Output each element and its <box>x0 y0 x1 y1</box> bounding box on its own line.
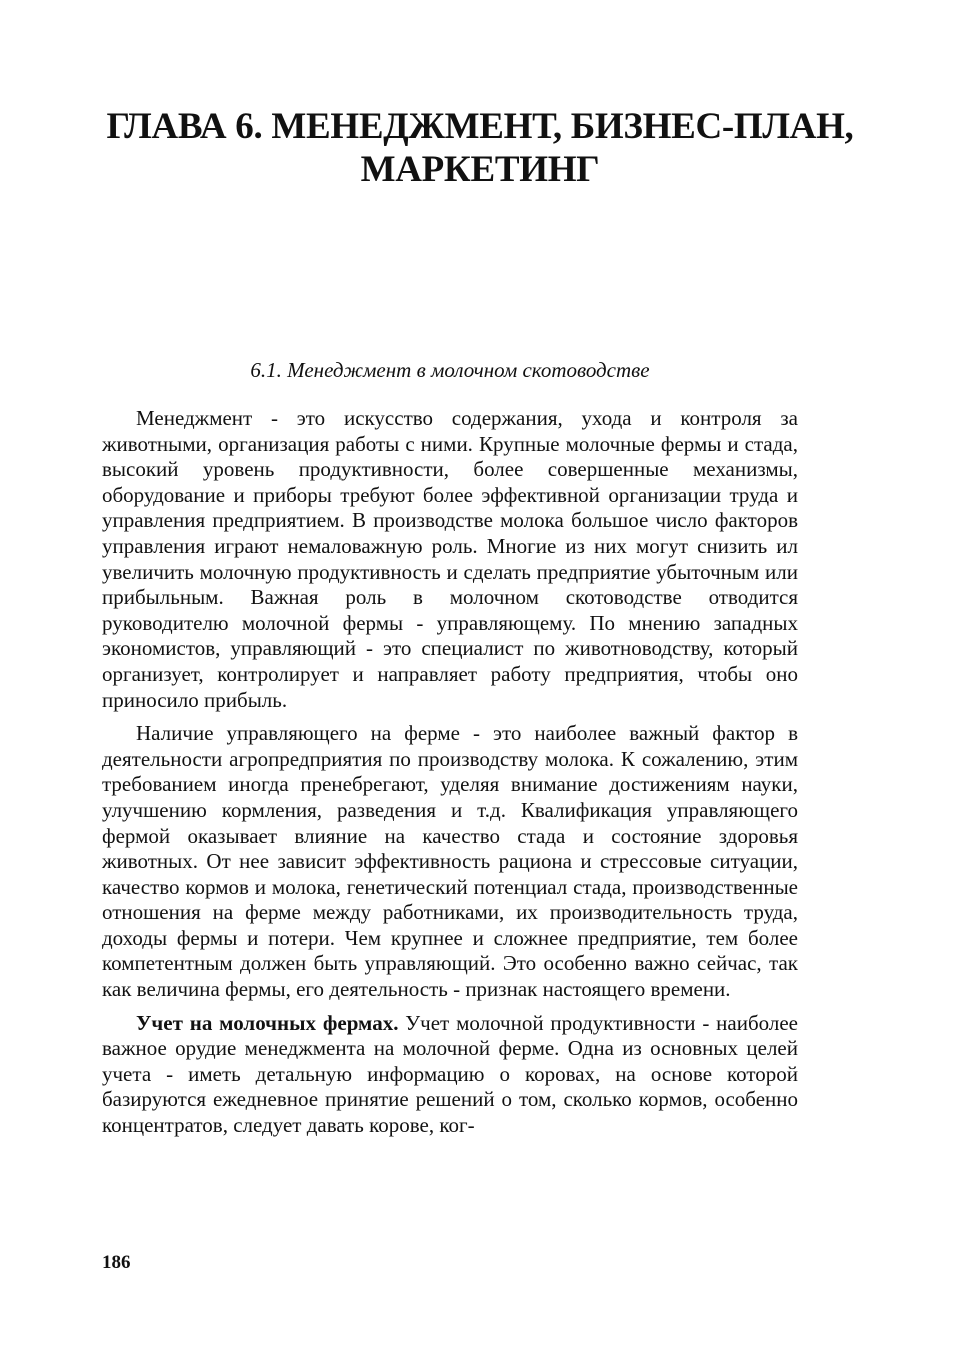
paragraph-1-text: Менеджмент - это искусство содержания, ухода и контроля за животными, организация работы с ними. Крупные молочные фермы и стада, высокий уровень продуктивности, более совершенные механизмы, оборудование и приборы требуют более эффективной организации труда и управления предприятием. В производстве молока большое число факторов управления играют немаловажную роль. Многие из них могут снизить ил увеличить молочную продуктивность и сделать предприятие убыточным или прибыльным. Важная роль в молочном скотоводстве отводится руководителю молочной фермы - управляющему. По мнению западных экономистов, управляющий - это специалист по животноводству, который организует, контролирует и направляет работу предприятия, чтобы оно приносило прибыль. <box>102 406 798 712</box>
page-number: 186 <box>102 1252 131 1273</box>
paragraph-1 <box>102 406 798 713</box>
paragraph-2-text: Наличие управляющего на ферме - это наиболее важный фактор в деятельности агропредприятия по производству молока. К сожалению, этим требованием иногда пренебрегают, уделяя внимание достижениям науки, улучшению кормления, разведения и т.д. Квалификация управляющего фермой оказывает влияние на качество стада и состояние здоровья животных. От нее зависит эффективность рациона и стрессовые ситуации, качество кормов и молока, генетический потенциал стада, производственные отношения на ферме между работниками, их производительность труда, доходы фермы и потери. Чем крупнее и сложнее предприятие, тем более компетентным должен быть управляющий. Это особенно важно сейчас, так как величина фермы, его деятельность - признак настоящего времени. <box>102 721 798 1002</box>
chapter-title-line-2: МАРКЕТИНГ <box>360 148 600 190</box>
paragraph-3-text: Учет молочной продуктивности - наиболее важное орудие менеджмента на молочной ферме. Одна из основных целей учета - иметь детальную информацию о коровах, на основе которой базируются ежедневное принятие решений о том, сколько кормов, особенно концентратов, следует давать корове, ког- <box>102 1010 798 1138</box>
paragraph-3-lead: Учет на молочных фермах. <box>136 1010 399 1035</box>
section-title: 6.1. Менеджмент в молочном скотоводстве <box>250 358 650 382</box>
paragraph-2 <box>102 721 798 1003</box>
paragraph-3 <box>102 1011 798 1139</box>
body-text <box>102 406 798 1147</box>
chapter-title <box>100 105 860 191</box>
chapter-title-line-1: ГЛАВА 6. МЕНЕДЖМЕНТ, БИЗНЕС-ПЛАН, <box>106 105 854 147</box>
